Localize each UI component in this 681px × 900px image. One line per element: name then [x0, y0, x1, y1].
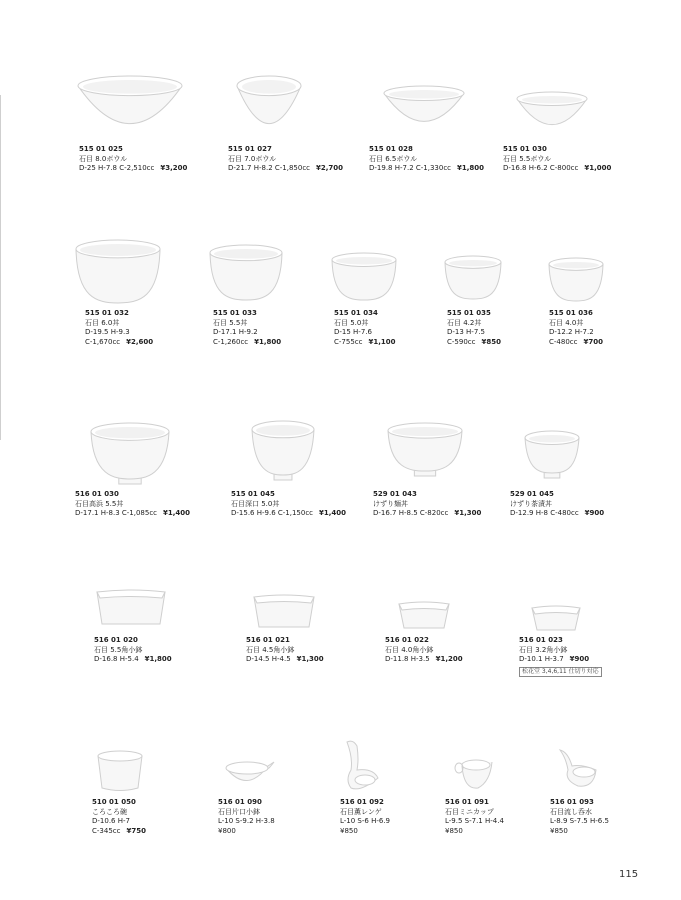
- product-caption: [550, 798, 609, 836]
- product-price: ¥1,300: [454, 509, 482, 518]
- product-image: [96, 588, 166, 626]
- product-spec: D-16.8 H-6.2 C-800cc: [503, 164, 579, 173]
- product-price: ¥3,200: [160, 164, 188, 173]
- product-code: 515 01 045: [231, 490, 275, 498]
- product-spec-line: [549, 338, 603, 348]
- product-caption: [445, 798, 504, 836]
- product-spec: C-480cc: [549, 337, 578, 346]
- product-price: ¥900: [584, 509, 605, 518]
- product-spec-line: [228, 164, 343, 174]
- product-price: ¥1,100: [368, 337, 396, 346]
- product-caption: [385, 636, 463, 665]
- product-name: 石目深口 5.0丼: [231, 499, 280, 508]
- product-price: ¥1,200: [435, 655, 463, 664]
- product-spec-line: [503, 164, 611, 174]
- product-spec: C-755cc: [334, 337, 363, 346]
- product-spec-line: [218, 827, 275, 837]
- product-caption: [94, 636, 172, 665]
- product-name: 石目 5.0丼: [334, 318, 369, 327]
- product-name: 石目 7.0ボウル: [228, 154, 277, 163]
- product-spec: C-345cc: [92, 826, 121, 835]
- product-spec-line: [75, 509, 190, 519]
- product-code: 516 01 023: [519, 636, 563, 644]
- product-code: 516 01 090: [218, 798, 262, 806]
- product-image: [387, 423, 463, 477]
- product-caption: [92, 798, 146, 836]
- product-spec: D-10.1 H-3.7: [519, 655, 564, 664]
- product-name: 石目 4.0丼: [549, 318, 584, 327]
- product-spec: C-1,670cc: [85, 337, 121, 346]
- product-spec-line: [447, 328, 501, 338]
- product-spec-line: [218, 817, 275, 827]
- product-caption: [369, 145, 484, 174]
- product-price: ¥750: [126, 826, 146, 835]
- product-spec-line: [334, 338, 396, 348]
- product-caption: [218, 798, 275, 836]
- product-image: [77, 76, 183, 146]
- product-spec: D-25 H-7.8 C-2,510cc: [79, 164, 155, 173]
- page-edge-line: [0, 95, 1, 440]
- product-name: 石目ミニカップ: [445, 807, 494, 816]
- product-caption: [340, 798, 390, 836]
- product-image: [531, 604, 581, 632]
- product-image: [253, 593, 315, 629]
- product-price: ¥1,400: [163, 509, 191, 518]
- product-name: 石目 3.2角小鉢: [519, 645, 568, 654]
- product-code: 515 01 032: [85, 309, 129, 317]
- product-caption: [85, 309, 153, 347]
- product-spec: ¥800: [218, 826, 236, 835]
- product-image: [251, 421, 315, 481]
- product-spec-line: [213, 328, 281, 338]
- product-image: [444, 256, 502, 300]
- product-spec-line: [92, 817, 146, 827]
- product-name: 石目 6.0丼: [85, 318, 120, 327]
- product-spec: D-19.5 H-9.3: [85, 328, 130, 337]
- product-spec-line: [92, 827, 146, 837]
- product-spec: C-1,260cc: [213, 337, 249, 346]
- product-spec-line: [85, 338, 153, 348]
- product-image: [398, 600, 450, 630]
- product-spec: D-12.2 H-7.2: [549, 328, 594, 337]
- product-spec-line: [510, 509, 604, 519]
- product-spec: D-12.9 H-8 C-480cc: [510, 509, 579, 518]
- product-spec-line: [519, 655, 602, 665]
- product-spec: D-13 H-7.5: [447, 328, 485, 337]
- product-code: 515 01 035: [447, 309, 491, 317]
- product-spec-line: [550, 827, 609, 837]
- product-spec-line: [213, 338, 281, 348]
- product-caption: [79, 145, 187, 174]
- product-name: 石目 4.2丼: [447, 318, 482, 327]
- product-name: 石目 8.0ボウル: [79, 154, 128, 163]
- product-spec: ¥850: [445, 826, 463, 835]
- product-name: 石目 5.5ボウル: [503, 154, 552, 163]
- product-price: ¥1,300: [296, 655, 324, 664]
- product-spec-line: [94, 655, 172, 665]
- product-caption: [228, 145, 343, 174]
- product-spec-line: [373, 509, 481, 519]
- product-image: [75, 240, 161, 304]
- product-code: 516 01 091: [445, 798, 489, 806]
- product-name: 石目流し呑水: [550, 807, 592, 816]
- product-spec: D-21.7 H-8.2 C-1,850cc: [228, 164, 311, 173]
- product-spec-line: [445, 817, 504, 827]
- product-price: ¥850: [481, 337, 501, 346]
- product-name: 石目 6.5ボウル: [369, 154, 418, 163]
- product-code: 516 01 030: [75, 490, 119, 498]
- product-code: 515 01 027: [228, 145, 272, 153]
- product-spec: L-10 S-9.2 H-3.8: [218, 817, 275, 826]
- product-code: 515 01 025: [79, 145, 123, 153]
- product-price: ¥1,400: [319, 509, 347, 518]
- product-spec-line: [246, 655, 324, 665]
- product-price: ¥2,700: [316, 164, 344, 173]
- product-name: 石目 4.5角小鉢: [246, 645, 295, 654]
- product-caption: [510, 490, 604, 519]
- product-spec: D-16.7 H-8.5 C-820cc: [373, 509, 449, 518]
- product-image: [236, 76, 302, 146]
- product-image: [96, 750, 144, 792]
- product-caption: [213, 309, 281, 347]
- product-price: ¥1,800: [457, 164, 485, 173]
- product-caption: [246, 636, 324, 665]
- product-spec: D-15 H-7.6: [334, 328, 372, 337]
- product-image: [516, 92, 588, 140]
- product-spec: L-9.5 S-7.1 H-4.4: [445, 817, 504, 826]
- product-spec: D-17.1 H-8.3 C-1,085cc: [75, 509, 158, 518]
- product-image: [524, 431, 580, 479]
- product-spec-line: [334, 328, 396, 338]
- product-spec: ¥850: [340, 826, 358, 835]
- product-spec: L-10 S-6 H-6.9: [340, 817, 391, 826]
- product-spec-line: [550, 817, 609, 827]
- product-spec: D-10.6 H-7: [92, 817, 130, 826]
- product-spec: ¥850: [550, 826, 568, 835]
- product-image: [90, 423, 170, 485]
- product-spec: L-8.9 S-7.5 H-6.5: [550, 817, 609, 826]
- product-spec-line: [385, 655, 463, 665]
- product-name: 石目薫レンゲ: [340, 807, 382, 816]
- product-price: ¥1,800: [254, 337, 282, 346]
- product-caption: [503, 145, 611, 174]
- product-price: ¥2,600: [126, 337, 154, 346]
- product-spec: D-16.8 H-5.4: [94, 655, 139, 664]
- page-number: 115: [619, 869, 639, 880]
- product-code: 516 01 092: [340, 798, 384, 806]
- product-spec-line: [340, 817, 390, 827]
- product-caption: [447, 309, 501, 347]
- product-spec: D-17.1 H-9.2: [213, 328, 258, 337]
- product-spec-line: [79, 164, 187, 174]
- product-spec: C-590cc: [447, 337, 476, 346]
- product-price: ¥900: [569, 655, 590, 664]
- product-code: 516 01 022: [385, 636, 429, 644]
- product-image: [343, 740, 379, 792]
- product-code: 516 01 021: [246, 636, 290, 644]
- product-spec: D-15.6 H-9.6 C-1,150cc: [231, 509, 314, 518]
- product-image: [209, 245, 283, 301]
- product-image: [383, 86, 465, 138]
- product-caption: [231, 490, 346, 519]
- product-image: [454, 756, 494, 790]
- product-code: 515 01 036: [549, 309, 593, 317]
- product-name: 石目高浜 5.5丼: [75, 499, 124, 508]
- product-name: 石目 5.5角小鉢: [94, 645, 143, 654]
- product-caption: [373, 490, 481, 519]
- product-spec: D-19.8 H-7.2 C-1,330cc: [369, 164, 452, 173]
- compatibility-note: 松花堂 3,4,6,11 仕切り対応: [519, 667, 602, 677]
- product-code: 515 01 034: [334, 309, 378, 317]
- product-spec-line: [445, 827, 504, 837]
- product-spec-line: [340, 827, 390, 837]
- product-code: 510 01 050: [92, 798, 136, 806]
- product-code: 529 01 043: [373, 490, 417, 498]
- product-code: 515 01 028: [369, 145, 413, 153]
- product-price: ¥1,000: [584, 164, 612, 173]
- product-spec: D-14.5 H-4.5: [246, 655, 291, 664]
- product-code: 516 01 093: [550, 798, 594, 806]
- product-caption: [519, 636, 602, 677]
- product-image: [331, 253, 397, 301]
- product-spec-line: [369, 164, 484, 174]
- product-caption: [549, 309, 603, 347]
- product-name: ころころ碗: [92, 807, 127, 816]
- product-price: ¥700: [583, 337, 603, 346]
- product-image: [548, 258, 604, 302]
- product-name: けずり麺丼: [373, 499, 408, 508]
- product-caption: [75, 490, 190, 519]
- product-name: 石目片口小鉢: [218, 807, 260, 816]
- product-spec-line: [549, 328, 603, 338]
- product-name: けずり茶漬丼: [510, 499, 552, 508]
- product-spec-line: [231, 509, 346, 519]
- product-code: 516 01 020: [94, 636, 138, 644]
- product-name: 石目 4.0角小鉢: [385, 645, 434, 654]
- product-name: 石目 5.5丼: [213, 318, 248, 327]
- product-price: ¥1,800: [144, 655, 172, 664]
- product-code: 515 01 033: [213, 309, 257, 317]
- product-spec: D-11.8 H-3.5: [385, 655, 430, 664]
- product-image: [224, 760, 270, 788]
- product-code: 515 01 030: [503, 145, 547, 153]
- product-image: [558, 748, 598, 790]
- product-spec-line: [447, 338, 501, 348]
- product-caption: [334, 309, 396, 347]
- product-spec-line: [85, 328, 153, 338]
- product-code: 529 01 045: [510, 490, 554, 498]
